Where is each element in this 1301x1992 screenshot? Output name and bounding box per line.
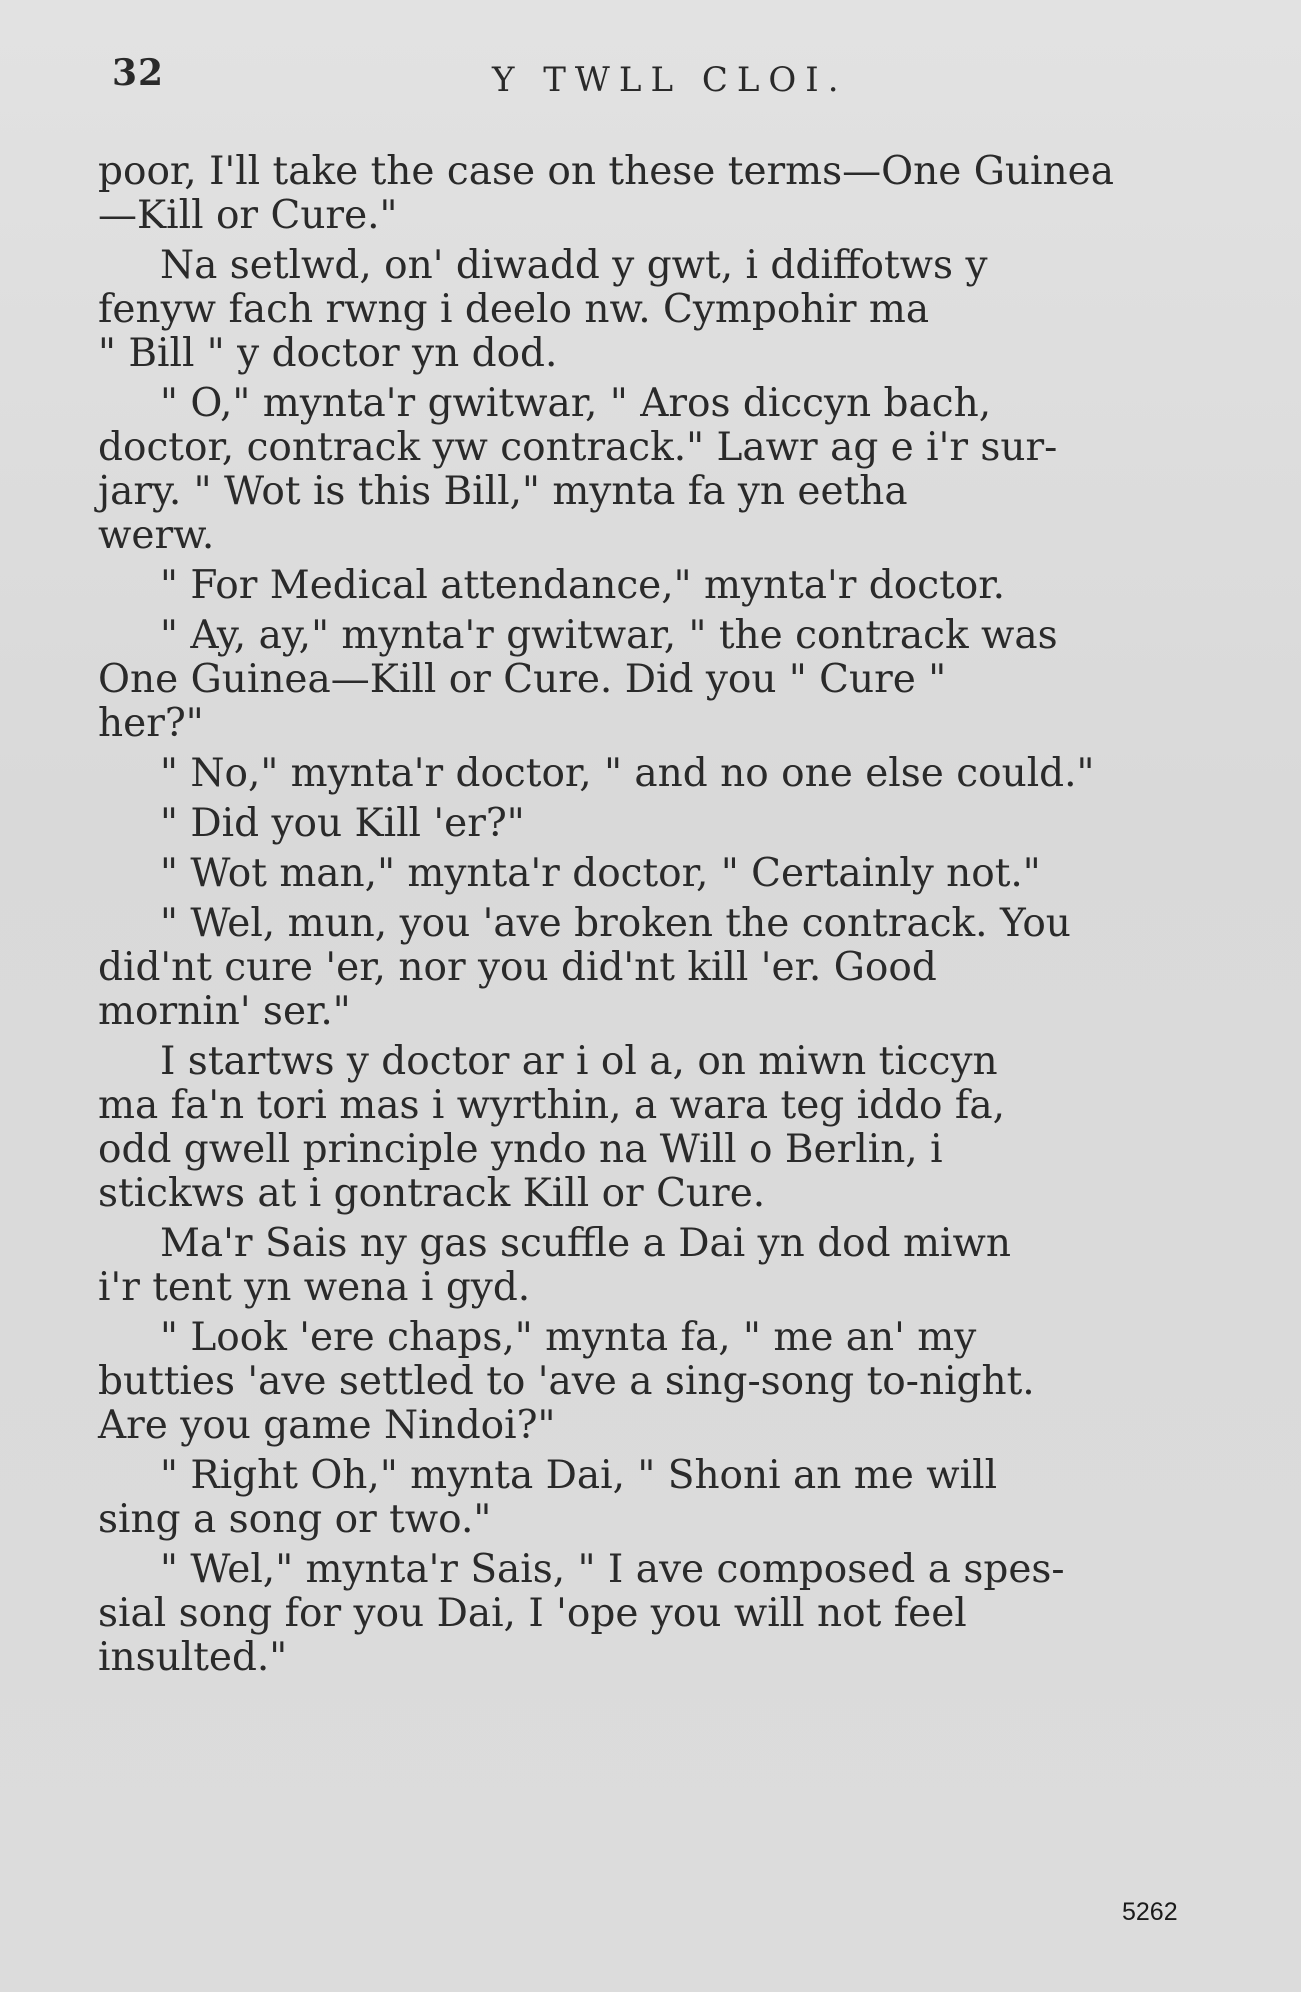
text-line: sial song for you Dai, I 'ope you will not feel xyxy=(98,1591,967,1636)
text-line: Are you game Nindoi?" xyxy=(98,1403,556,1448)
text-line: " Look 'ere chaps," mynta fa, " me an' my xyxy=(160,1315,977,1360)
page-number: 32 xyxy=(112,52,165,94)
text-line: insulted." xyxy=(98,1635,288,1680)
archive-number: 5262 xyxy=(1122,1898,1178,1926)
paragraph xyxy=(98,614,1218,746)
text-line: werw. xyxy=(98,513,215,558)
text-line: sing a song or two." xyxy=(98,1497,492,1542)
page-body xyxy=(98,150,1218,1686)
text-line: " Wot man," mynta'r doctor, " Certainly not." xyxy=(160,851,1041,896)
text-line: —Kill or Cure." xyxy=(98,193,398,238)
text-line: did'nt cure 'er, nor you did'nt kill 'er. Good xyxy=(98,945,937,990)
paragraph xyxy=(98,752,1218,796)
text-line: " For Medical attendance," mynta'r doctor. xyxy=(160,563,1005,608)
text-line: mornin' ser." xyxy=(98,989,351,1034)
text-line: " Ay, ay," mynta'r gwitwar, " the contrack was xyxy=(160,613,1058,658)
paragraph xyxy=(98,1222,1218,1310)
text-line: Ma'r Sais ny gas scuffle a Dai yn dod miwn xyxy=(160,1221,1011,1266)
text-line: " Right Oh," mynta Dai, " Shoni an me will xyxy=(160,1453,998,1498)
text-line: butties 'ave settled to 'ave a sing-song to-night. xyxy=(98,1359,1035,1404)
paragraph xyxy=(98,564,1218,608)
text-line: doctor, contrack yw contrack." Lawr ag e i'r sur- xyxy=(98,425,1058,470)
paragraph xyxy=(98,244,1218,376)
page-header xyxy=(112,52,1232,112)
text-line: " Did you Kill 'er?" xyxy=(160,801,525,846)
text-line: " O," mynta'r gwitwar, " Aros diccyn bach, xyxy=(160,381,992,426)
paragraph xyxy=(98,150,1218,238)
paragraph xyxy=(98,852,1218,896)
paragraph xyxy=(98,1548,1218,1680)
text-line: Na setlwd, on' diwadd y gwt, i ddiffotws y xyxy=(160,243,988,288)
text-line: poor, I'll take the case on these terms—One Guinea xyxy=(98,149,1114,194)
text-line: stickws at i gontrack Kill or Cure. xyxy=(98,1171,766,1216)
text-line: I startws y doctor ar i ol a, on miwn ticcyn xyxy=(160,1039,998,1084)
paragraph xyxy=(98,382,1218,558)
text-line: " Bill " y doctor yn dod. xyxy=(98,331,558,376)
text-line: jary. " Wot is this Bill," mynta fa yn eetha xyxy=(98,469,908,514)
running-title: Y TWLL CLOI. xyxy=(492,60,848,100)
text-line: her?" xyxy=(98,701,204,746)
text-line: i'r tent yn wena i gyd. xyxy=(98,1265,531,1310)
paragraph xyxy=(98,902,1218,1034)
text-line: fenyw fach rwng i deelo nw. Cympohir ma xyxy=(98,287,930,332)
text-line: ma fa'n tori mas i wyrthin, a wara teg iddo fa, xyxy=(98,1083,1006,1128)
text-line: " Wel," mynta'r Sais, " I ave composed a spes- xyxy=(160,1547,1065,1592)
text-line: " No," mynta'r doctor, " and no one else could." xyxy=(160,751,1095,796)
text-line: One Guinea—Kill or Cure. Did you " Cure " xyxy=(98,657,947,702)
paragraph xyxy=(98,1454,1218,1542)
paragraph xyxy=(98,1316,1218,1448)
paragraph xyxy=(98,1040,1218,1216)
paragraph xyxy=(98,802,1218,846)
text-line: " Wel, mun, you 'ave broken the contrack. You xyxy=(160,901,1071,946)
text-line: odd gwell principle yndo na Will o Berlin, i xyxy=(98,1127,943,1172)
